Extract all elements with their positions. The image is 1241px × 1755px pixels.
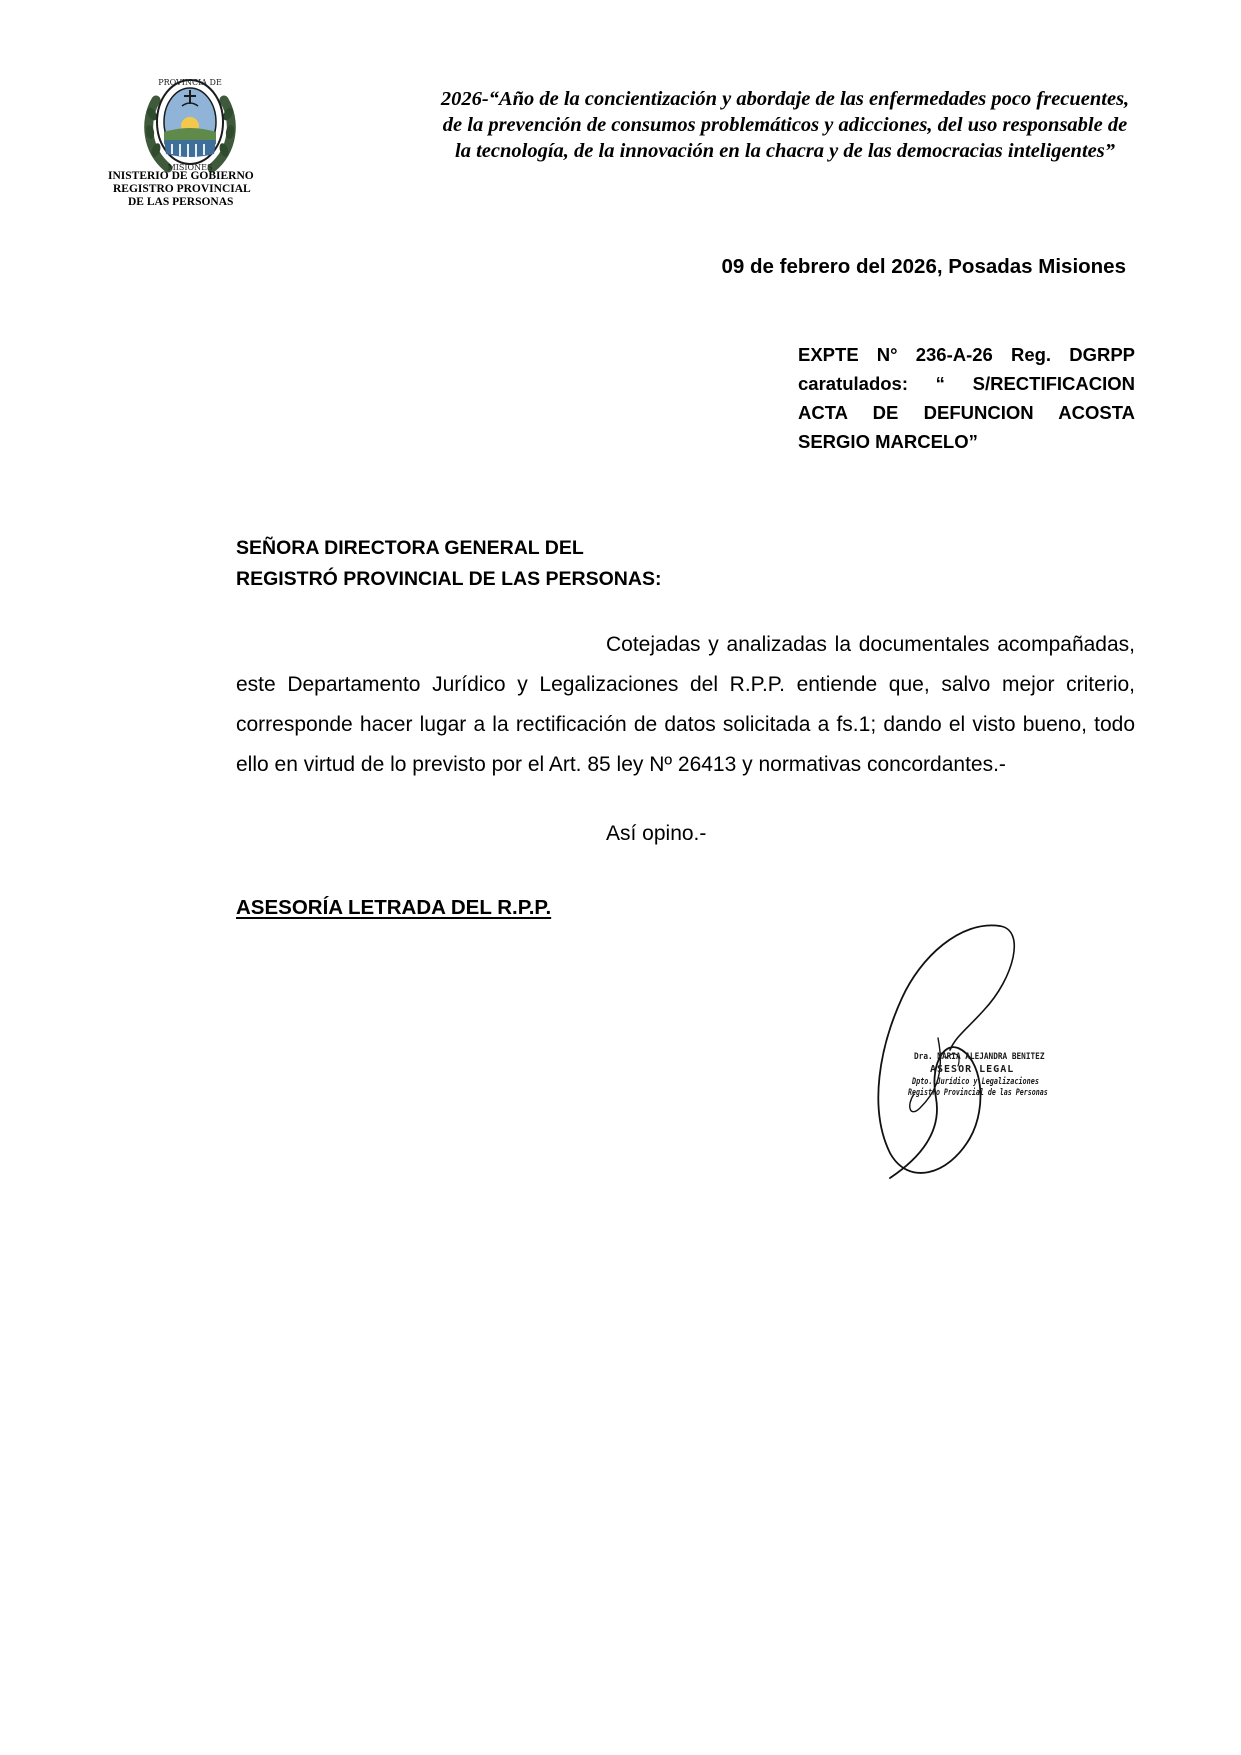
ministry-line: INISTERIO DE GOBIERNO — [108, 170, 254, 182]
body-paragraph: Cotejadas y analizadas la documentales acompañadas, este Departamento Jurídico y Legalizaciones del R.P.P. entiende que, salvo mejor criterio, corresponde hacer lugar a la rectificación de datos solicitada a fs.1; dando el visto bueno, todo ello en virtud de lo previsto por el Art. 85 ley Nº 26413 y normativas concordantes.- — [236, 633, 1135, 776]
signoff-office: ASESORÍA LETRADA DEL R.P.P. — [236, 896, 552, 919]
body-text — [236, 625, 1135, 785]
year-motto — [385, 86, 1185, 164]
stamp-organization: Registro Provincial de las Personas — [908, 1088, 1048, 1098]
signature-block — [850, 918, 1070, 1196]
svg-text:MISIONES: MISIONES — [167, 163, 213, 172]
provincial-crest-logo — [142, 70, 238, 176]
addressee-line: REGISTRÓ PROVINCIAL DE LAS PERSONAS: — [236, 568, 662, 590]
motto-line: de la prevención de consumos problemáticos y adicciones, del uso responsable de — [442, 114, 1128, 136]
closing-phrase: Así opino.- — [606, 822, 707, 845]
stamp-name: Dra. MARIA ALEJANDRA BENITEZ — [914, 1052, 1045, 1062]
date-line: 09 de febrero del 2026, Posadas Misiones — [721, 255, 1126, 278]
addressee-line: SEÑORA DIRECTORA GENERAL DEL — [236, 537, 584, 559]
addressee — [236, 533, 936, 595]
ministry-line: REGISTRO PROVINCIAL — [113, 183, 251, 195]
svg-text:PROVINCIA DE: PROVINCIA DE — [158, 78, 222, 87]
case-reference: EXPTE N° 236-A-26 Reg. DGRPP caratulados: “ S/RECTIFICACION ACTA DE DEFUNCION ACOSTA SERGIO MARCELO” — [798, 344, 1135, 452]
ministry-line: DE LAS PERSONAS — [128, 196, 234, 208]
ministry-caption — [108, 170, 298, 209]
stamp-department: Dpto. Jurídico y Legalizaciones — [912, 1077, 1039, 1087]
stamp-title: ASESOR LEGAL — [930, 1064, 1015, 1075]
motto-line: la tecnología, de la innovación en la chacra y de las democracias inteligentes” — [455, 140, 1115, 162]
motto-line: 2026-“Año de la concientización y abordaje de las enfermedades poco frecuentes, — [440, 88, 1130, 110]
